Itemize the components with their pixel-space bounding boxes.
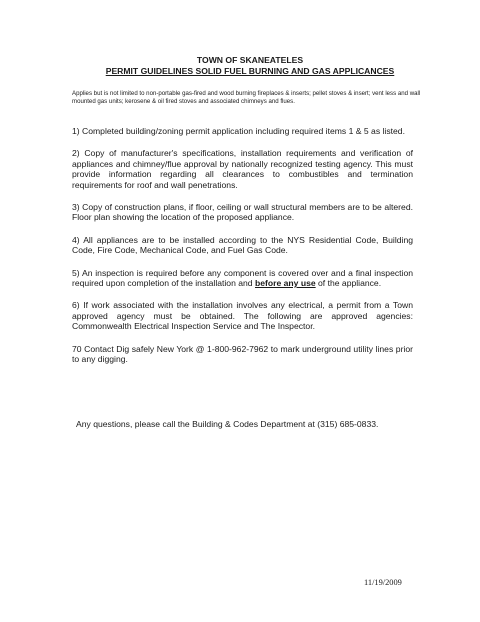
page-subtitle: PERMIT GUIDELINES SOLID FUEL BURNING AND GAS APPLICANCES	[105, 66, 395, 76]
requirement-item-5-text: 5) An inspection is required before any component is covered over and a final inspection required upon completion of the installation and	[72, 267, 413, 289]
requirement-item-4: 4) All appliances are to be installed according to the NYS Residential Code, Building Code, Fire Code, Mechanical Code, and Fuel Gas Code.	[72, 234, 413, 256]
header	[60, 55, 440, 77]
requirement-item-2: 2) Copy of manufacturer's specifications, installation requirements and verification of appliances and chimney/flue approval by nationally recognized testing agency. This must provide information regarding all clearances to combustibles and termination requirements for roof and wall penetrations.	[72, 148, 413, 190]
requirement-item-7: 70 Contact Dig safely New York @ 1-800-962-7962 to mark underground utility lines prior to any digging.	[72, 343, 413, 365]
requirement-item-3: 3) Copy of construction plans, if floor, ceiling or wall structural members are to be altered. Floor plan showing the location of the proposed appliance.	[72, 202, 413, 223]
applies-note: Applies but is not limited to non-portable gas-fired and wood burning fireplaces & inserts; pellet stoves & insert; vent less and wall mounted gas units; kerosene & oil fired stoves and associated chimneys and flues.	[72, 90, 421, 106]
requirement-item-5-text-end: of the appliance.	[315, 278, 382, 289]
page-title: TOWN OF SKANEATELES	[196, 55, 304, 65]
document-date: 11/19/2009	[364, 578, 402, 587]
requirements-list	[72, 126, 413, 377]
requirement-item-1: 1) Completed building/zoning permit application including required items 1 & 5 as listed.	[72, 126, 405, 136]
requirement-item-5	[72, 268, 413, 289]
requirement-item-6: 6) If work associated with the installation involves any electrical, a permit from a Town approved agency must be obtained. The following are approved agencies: Commonwealth Electrical Inspection Service and The Inspector.	[72, 300, 413, 332]
contact-note: Any questions, please call the Building & Codes Department at (315) 685-0833.	[76, 419, 379, 429]
requirement-item-5-emphasis: before any use	[254, 278, 316, 289]
